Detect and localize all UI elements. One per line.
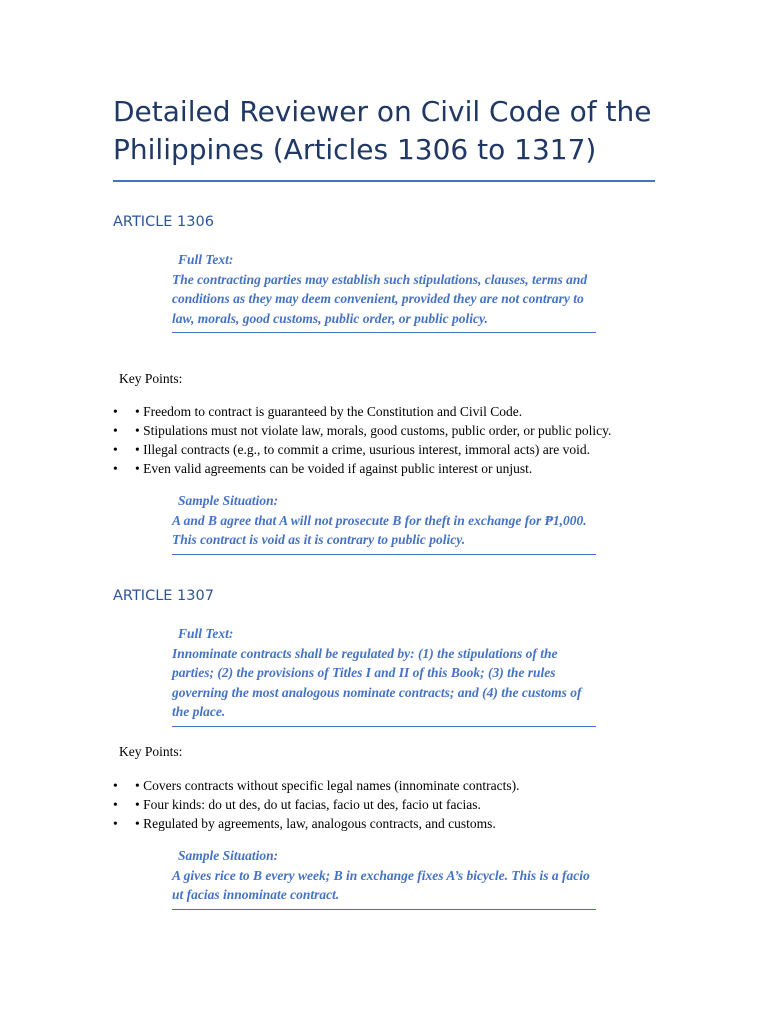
bullet-icon: • <box>113 816 118 831</box>
full-text: Innominate contracts shall be regulated by: (1) the stipulations of the parties; (2) the provisions of Titles I and II of this Book; (3) the rules governing the most analogous nominate contracts; and (4) the customs of the place. <box>172 645 582 719</box>
full-text-label: Full Text: <box>178 252 234 267</box>
list-item <box>113 440 611 459</box>
bullet-icon: • <box>113 797 118 812</box>
sample-situation-text: A gives rice to B every week; B in exchange fixes A’s bicycle. This is a facio ut facias innominate contract. <box>172 867 590 902</box>
full-text-label: Full Text: <box>178 626 234 641</box>
bullet-icon: • <box>113 423 118 438</box>
bullet-icon: • <box>113 461 118 476</box>
sample-situation-block <box>172 491 596 555</box>
key-point-text: • Covers contracts without specific legal names (innominate contracts). <box>135 778 520 793</box>
key-points-list <box>113 402 611 478</box>
sample-situation-block <box>172 846 596 910</box>
key-points-label: Key Points: <box>119 371 183 386</box>
key-points-label: Key Points: <box>119 744 183 759</box>
list-item <box>113 795 519 814</box>
key-point-text: • Regulated by agreements, law, analogous contracts, and customs. <box>135 816 496 831</box>
bullet-icon: • <box>113 778 118 793</box>
full-text: The contracting parties may establish such stipulations, clauses, terms and conditions as they may deem convenient, provided they are not contrary to law, morals, good customs, public order, or public policy. <box>172 271 588 326</box>
sample-situation-label: Sample Situation: <box>178 848 279 863</box>
key-point-text: • Stipulations must not violate law, morals, good customs, public order, or public policy. <box>135 423 612 438</box>
document-title: Detailed Reviewer on Civil Code of the Philippines (Articles 1306 to 1317) <box>113 95 652 166</box>
article-heading: ARTICLE 1306 <box>113 214 214 230</box>
sample-situation-text: A and B agree that A will not prosecute B for theft in exchange for ₱1,000. This contract is void as it is contrary to public policy. <box>172 512 587 547</box>
title-underline <box>113 180 655 182</box>
full-text-block <box>172 624 596 727</box>
list-item <box>113 459 611 478</box>
key-point-text: • Even valid agreements can be voided if against public interest or unjust. <box>135 461 533 476</box>
list-item <box>113 814 519 833</box>
article-heading: ARTICLE 1307 <box>113 588 214 604</box>
key-point-text: • Illegal contracts (e.g., to commit a crime, usurious interest, immoral acts) are void. <box>135 442 590 457</box>
sample-situation-label: Sample Situation: <box>178 493 279 508</box>
bullet-icon: • <box>113 442 118 457</box>
list-item <box>113 776 519 795</box>
list-item <box>113 402 611 421</box>
key-points-list <box>113 776 519 833</box>
key-point-text: • Freedom to contract is guaranteed by the Constitution and Civil Code. <box>135 404 523 419</box>
bullet-icon: • <box>113 404 118 419</box>
key-point-text: • Four kinds: do ut des, do ut facias, facio ut des, facio ut facias. <box>135 797 481 812</box>
full-text-block <box>172 250 596 333</box>
list-item <box>113 421 611 440</box>
